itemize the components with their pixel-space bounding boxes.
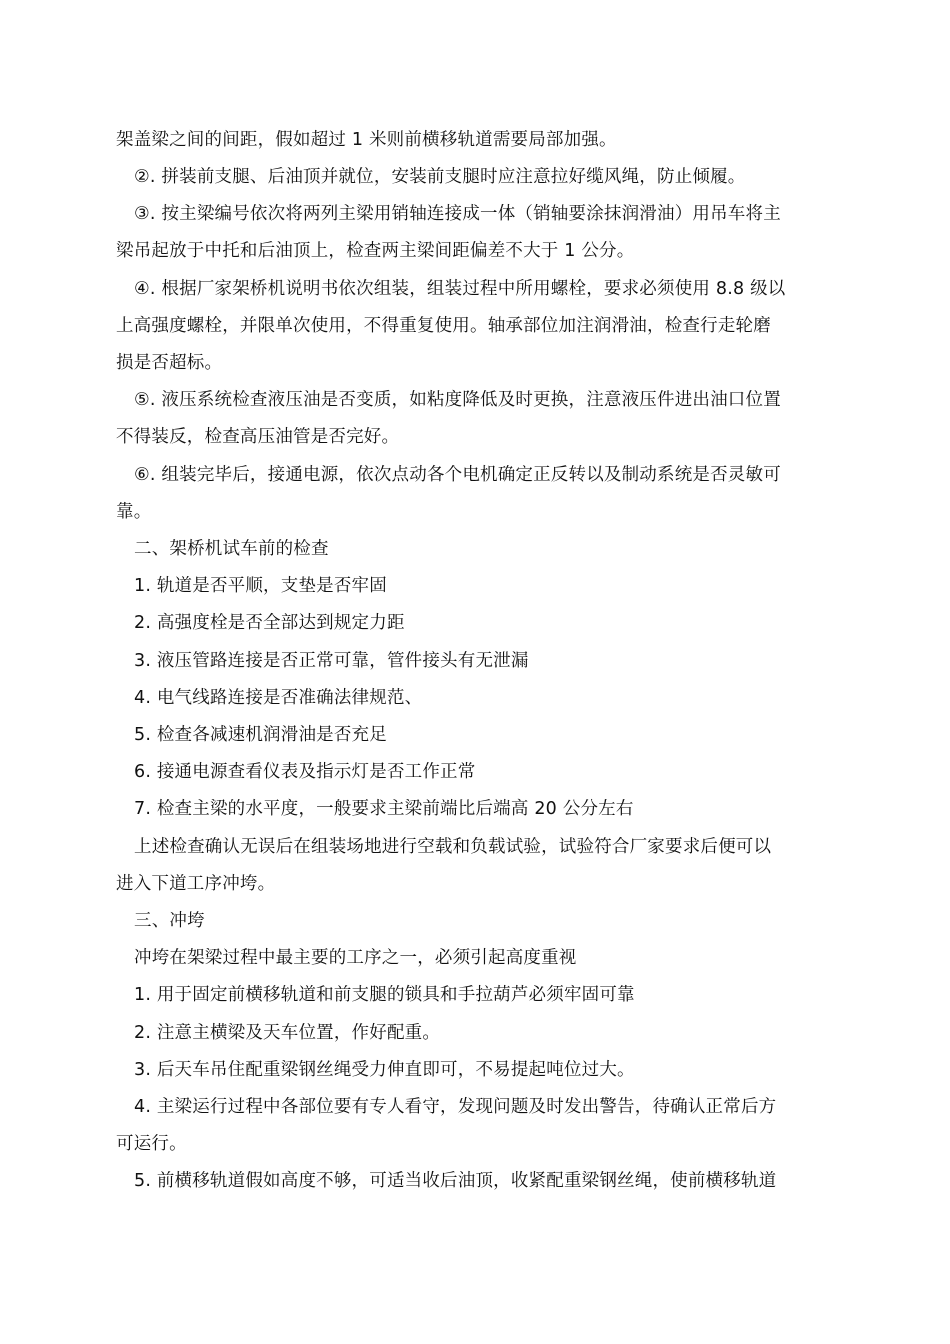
check-item-7: 7. 检查主梁的水平度，一般要求主梁前端比后端高 20 公分左右 xyxy=(134,799,634,819)
text-line-6: 上高强度螺栓，并限单次使用，不得重复使用。轴承部位加注润滑油，检查行走轮磨 xyxy=(116,316,771,336)
check-item-6: 6. 接通电源查看仪表及指示灯是否工作正常 xyxy=(134,762,476,782)
flush-item-2: 2. 注意主横梁及天车位置，作好配重。 xyxy=(134,1023,441,1043)
flush-item-4: 4. 主梁运行过程中各部位要有专人看守，发现问题及时发出警告，待确认正常后方 xyxy=(134,1097,777,1117)
text-line-10: ⑥. 组装完毕后，接通电源，依次点动各个电机确定正反转以及制动系统是否灵敏可 xyxy=(134,465,781,485)
text-line-7: 损是否超标。 xyxy=(116,353,223,373)
text-line-2: ②. 拼装前支腿、后油顶并就位，安装前支腿时应注意拉好缆风绳，防止倾履。 xyxy=(134,167,746,187)
flush-item-5: 5. 前横移轨道假如高度不够，可适当收后油顶，收紧配重梁钢丝绳，使前横移轨道 xyxy=(134,1171,777,1191)
section-heading-2: 二、架桥机试车前的检查 xyxy=(134,539,329,559)
text-line-11: 靠。 xyxy=(116,502,152,522)
text-line-9: 不得装反，检查高压油管是否完好。 xyxy=(116,427,400,447)
check-item-5: 5. 检查各减速机润滑油是否充足 xyxy=(134,725,387,745)
flush-item-3: 3. 后天车吊住配重梁钢丝绳受力伸直即可，不易提起吨位过大。 xyxy=(134,1060,635,1080)
section-heading-3: 三、冲垮 xyxy=(134,911,205,931)
text-line-4: 梁吊起放于中托和后油顶上，检查两主梁间距偏差不大于 1 公分。 xyxy=(116,241,635,261)
check-item-1: 1. 轨道是否平顺，支垫是否牢固 xyxy=(134,576,387,596)
text-line-8: ⑤. 液压系统检查液压油是否变质，如粘度降低及时更换，注意液压件进出油口位置 xyxy=(134,390,781,410)
text-line-1: 架盖梁之间的间距，假如超过 1 米则前横移轨道需要局部加强。 xyxy=(116,130,617,150)
text-line-3: ③. 按主梁编号依次将两列主梁用销轴连接成一体（销轴要涂抹润滑油）用吊车将主 xyxy=(134,204,781,224)
text-line-28: 可运行。 xyxy=(116,1134,187,1154)
text-line-5: ④. 根据厂家架桥机说明书依次组装，组装过程中所用螺栓，要求必须使用 8.8 级以 xyxy=(134,279,786,299)
text-line-21: 进入下道工序冲垮。 xyxy=(116,874,276,894)
text-line-23: 冲垮在架梁过程中最主要的工序之一，必须引起高度重视 xyxy=(134,948,577,968)
check-item-2: 2. 高强度栓是否全部达到规定力距 xyxy=(134,613,405,633)
check-item-4: 4. 电气线路连接是否准确法律规范、 xyxy=(134,688,423,708)
text-line-20: 上述检查确认无误后在组装场地进行空载和负载试验，试验符合厂家要求后便可以 xyxy=(134,837,772,857)
flush-item-1: 1. 用于固定前横移轨道和前支腿的锁具和手拉葫芦必须牢固可靠 xyxy=(134,985,635,1005)
check-item-3: 3. 液压管路连接是否正常可靠，管件接头有无泄漏 xyxy=(134,651,529,671)
